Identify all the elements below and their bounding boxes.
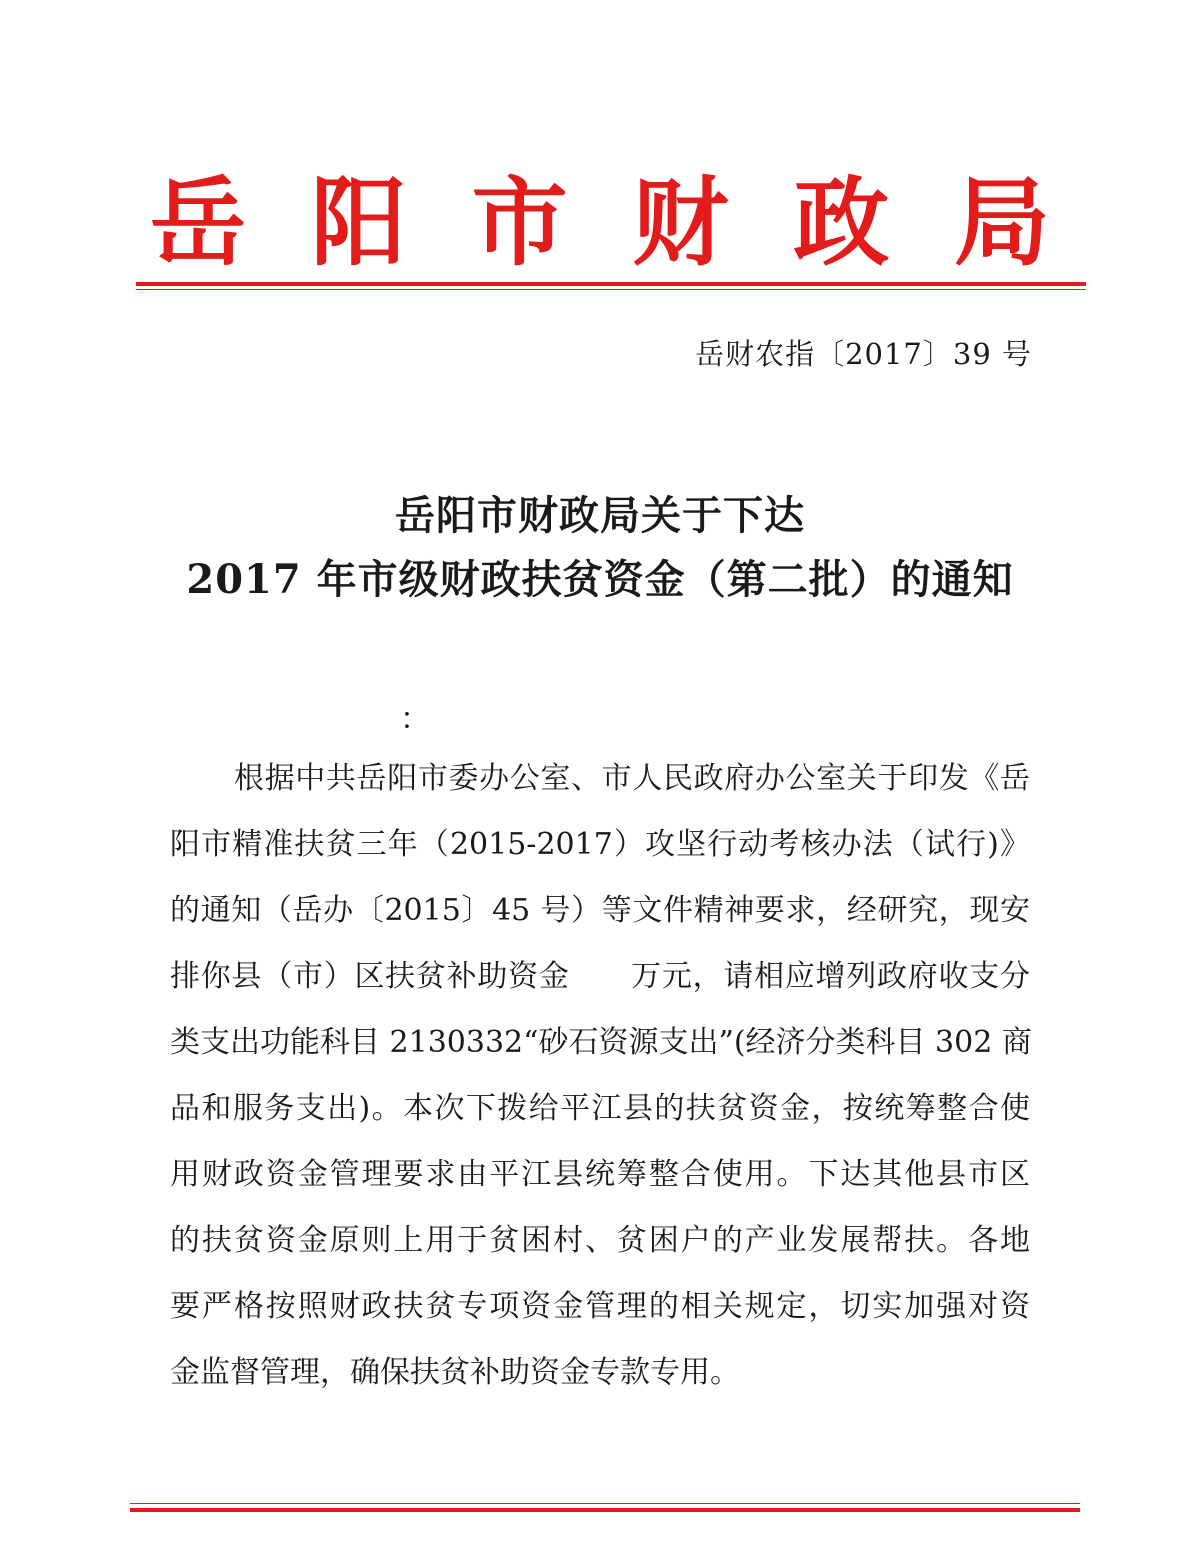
document-number: 岳财农指〔2017〕39 号 bbox=[695, 337, 1032, 371]
masthead-char: 市 bbox=[471, 166, 568, 279]
masthead-char: 政 bbox=[793, 166, 890, 279]
masthead-char: 阳 bbox=[310, 166, 407, 279]
body-line: 阳市精准扶贫三年（2015-2017）攻坚行动考核办法（试行)》 bbox=[170, 827, 1030, 862]
body-line: 类支出功能科目 2130332“砂石资源支出”(经济分类科目 302 商 bbox=[170, 1025, 1032, 1060]
header-rule-thick bbox=[136, 282, 1086, 286]
masthead-char: 岳 bbox=[150, 166, 246, 279]
masthead-char: 财 bbox=[632, 166, 729, 279]
body-line: 根据中共岳阳市委办公室、市人民政府办公室关于印发《岳 bbox=[234, 761, 1030, 796]
masthead-title bbox=[150, 168, 1050, 278]
body-line: 品和服务支出)。本次下拨给平江县的扶贫资金，按统筹整合使 bbox=[170, 1091, 1030, 1126]
header-rule-thin bbox=[136, 289, 1086, 290]
body-line: 的扶贫资金原则上用于贫困村、贫困户的产业发展帮扶。各地 bbox=[170, 1223, 1030, 1258]
body-line-last: 金监督管理，确保扶贫补助资金专款专用。 bbox=[170, 1355, 740, 1390]
addressee: ： bbox=[400, 702, 430, 737]
body-line: 的通知（岳办〔2015〕45 号）等文件精神要求，经研究，现安 bbox=[170, 893, 1030, 928]
footer-rule-thin bbox=[130, 1503, 1080, 1504]
notice-title-line-2: 2017 年市级财政扶贫资金（第二批）的通知 bbox=[186, 556, 1014, 603]
body-line: 要严格按照财政扶贫专项资金管理的相关规定，切实加强对资 bbox=[170, 1289, 1030, 1324]
body-line: 用财政资金管理要求由平江县统筹整合使用。下达其他县市区 bbox=[170, 1157, 1030, 1192]
footer-rule-thick bbox=[130, 1508, 1080, 1512]
masthead-char: 局 bbox=[953, 166, 1050, 279]
body-line: 排你县（市）区扶贫补助资金 万元，请相应增列政府收支分 bbox=[170, 959, 1030, 994]
notice-title-line-1: 岳阳市财政局关于下达 bbox=[395, 492, 805, 539]
